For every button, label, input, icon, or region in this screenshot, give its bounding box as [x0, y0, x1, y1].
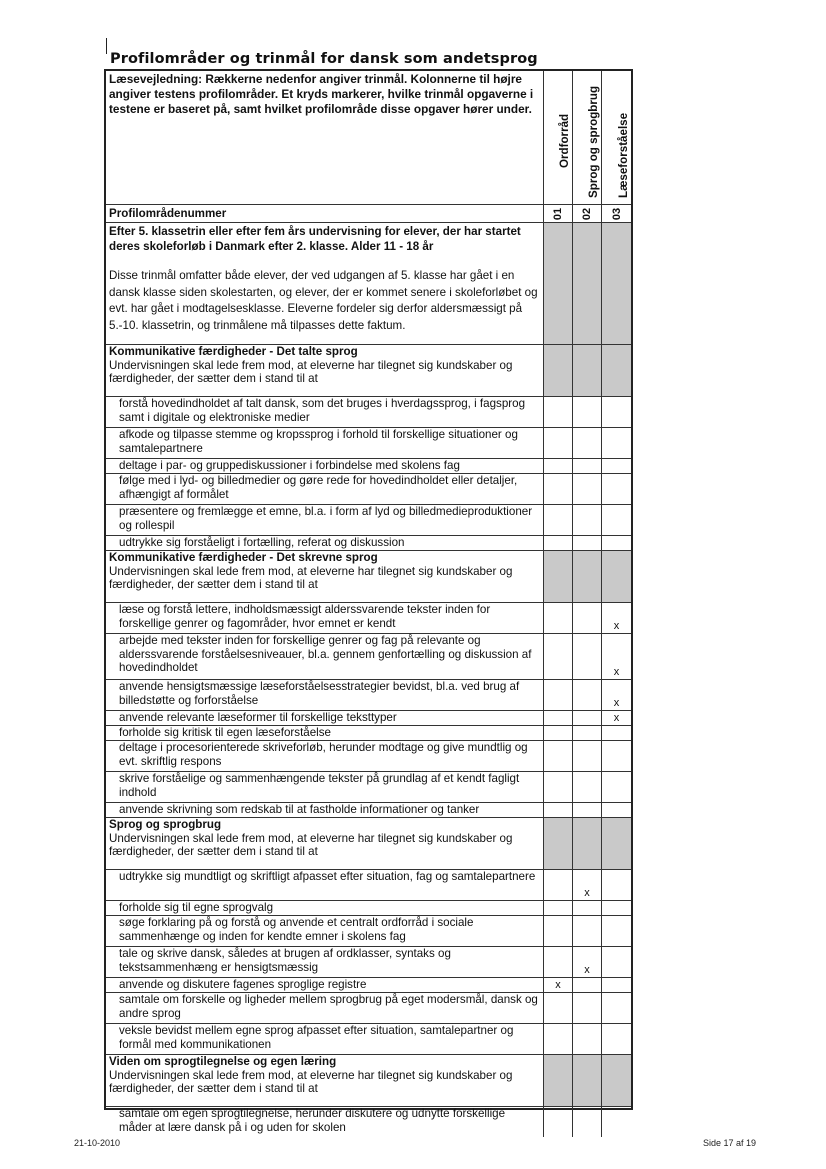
mark-cell — [601, 741, 631, 771]
profile-number-row — [106, 204, 631, 222]
mark-cell — [601, 726, 631, 740]
footer-page-number: Side 17 af 19 — [703, 1138, 757, 1148]
intro-row — [106, 71, 631, 204]
shaded-cell — [601, 818, 631, 869]
mark-cell — [601, 680, 631, 710]
section-title: Kommunikative færdigheder - Det skrevne sprog — [109, 551, 378, 564]
goal-row — [106, 679, 631, 710]
mark-cell — [572, 603, 601, 633]
grade-header — [106, 223, 543, 344]
goal-row — [106, 1023, 631, 1054]
mark-cell — [543, 634, 572, 679]
goal-text: anvende skrivning som redskab til at fastholde informationer og tanker — [119, 803, 480, 816]
mark-cell — [543, 772, 572, 802]
section-header-row — [106, 817, 631, 869]
grade-header-title: Efter 5. klassetrin eller efter fem års undervisning for elever, der har startet deres skoleforløb i Danmark efter 2. klasse. Alder 11 - 18 år — [109, 225, 521, 253]
mark-cell — [572, 711, 601, 725]
mark-cell — [572, 634, 601, 679]
mark-cell — [543, 947, 572, 977]
shaded-cell — [543, 1055, 572, 1106]
section-header-row — [106, 1054, 631, 1106]
mark-cell — [543, 978, 572, 992]
column-id: 03 — [610, 207, 623, 220]
mark-cell — [572, 680, 601, 710]
mark-cell — [543, 711, 572, 725]
goal-row — [106, 946, 631, 977]
mark-cell — [601, 901, 631, 915]
mark-cell — [543, 993, 572, 1023]
section-header — [106, 551, 543, 602]
goal-text: deltage i par- og gruppediskussioner i forbindelse med skolens fag — [119, 459, 460, 472]
mark-cell — [572, 901, 601, 915]
mark-cell — [601, 1107, 631, 1137]
mark-cell — [572, 916, 601, 946]
mark-cell — [543, 803, 572, 817]
goal-text: søge forklaring på og forstå og anvende et centralt ordforråd i sociale sammenhænge og inden for kendte emner i skolens fag — [119, 916, 474, 943]
shaded-cell — [543, 818, 572, 869]
column-header-1 — [543, 71, 572, 204]
goal-text: skrive forståelige og sammenhængende tekster på grundlag af et kendt fagligt indhold — [119, 772, 520, 799]
mark-cell — [601, 978, 631, 992]
check-mark: x — [584, 964, 590, 976]
column-id-cell — [601, 205, 631, 222]
mark-cell — [543, 741, 572, 771]
mark-cell — [572, 1024, 601, 1054]
mark-cell — [543, 680, 572, 710]
goal-text: anvende hensigtsmæssige læseforståelsesstrategier bevidst, bl.a. ved brug af billedstøtte og forforståelse — [119, 680, 520, 707]
shaded-cell — [572, 818, 601, 869]
mark-cell — [572, 772, 601, 802]
goal-row — [106, 992, 631, 1023]
page-title: Profilområder og trinmål for dansk som andetsprog — [110, 51, 538, 67]
goal-row — [106, 504, 631, 535]
mark-cell — [543, 916, 572, 946]
goal-row — [106, 602, 631, 633]
goal-row — [106, 710, 631, 725]
mark-cell — [601, 397, 631, 427]
margin-line — [106, 38, 107, 54]
mark-cell — [572, 726, 601, 740]
section-intro: Undervisningen skal lede frem mod, at eleverne har tilegnet sig kundskaber og færdigheder, der sætter dem i stand til at — [109, 564, 513, 592]
check-mark: x — [555, 979, 561, 991]
shaded-cell — [572, 345, 601, 396]
shaded-cell — [572, 551, 601, 602]
goal-text: læse og forstå lettere, indholdsmæssigt alderssvarende tekster inden for forskellige genrer og fagområder, hvor emnet er kendt — [119, 603, 491, 630]
section-header — [106, 818, 543, 869]
goal-text: præsentere og fremlægge et emne, bl.a. i form af lyd og billedmedieproduktioner og rollespil — [119, 505, 533, 532]
mark-cell — [601, 711, 631, 725]
goal-text: anvende relevante læseformer til forskellige teksttyper — [119, 711, 397, 724]
mark-cell — [601, 603, 631, 633]
mark-cell — [543, 726, 572, 740]
shaded-cell — [601, 551, 631, 602]
goal-row — [106, 458, 631, 473]
section-title: Viden om sprogtilegnelse og egen læring — [109, 1055, 337, 1068]
shaded-cell — [543, 223, 572, 344]
mark-cell — [543, 474, 572, 504]
goal-text: følge med i lyd- og billedmedier og gøre rede for hovedindholdet eller detaljer, afhængigt af formålet — [119, 474, 518, 501]
goal-text: anvende og diskutere fagenes sproglige registre — [119, 978, 367, 991]
mark-cell — [572, 505, 601, 535]
goal-text: forholde sig til egne sprogvalg — [119, 901, 274, 914]
mark-cell — [601, 536, 631, 550]
goal-row — [106, 802, 631, 817]
section-title: Sprog og sprogbrug — [109, 818, 222, 831]
goal-text: samtale om forskelle og ligheder mellem sprogbrug på eget modersmål, dansk og andre sprog — [119, 993, 538, 1020]
goal-row — [106, 633, 631, 679]
section-header — [106, 1055, 543, 1106]
mark-cell — [601, 474, 631, 504]
goal-text: deltage i procesorienterede skriveforløb, herunder modtage og give mundtlig og evt. skriftlig respons — [119, 741, 528, 768]
footer-date: 21-10-2010 — [74, 1138, 121, 1148]
column-id: 01 — [552, 207, 564, 220]
goal-row — [106, 427, 631, 458]
mark-cell — [601, 947, 631, 977]
goal-text: udtrykke sig forståeligt i fortælling, referat og diskussion — [119, 536, 405, 549]
goal-row — [106, 473, 631, 504]
column-header-label: Sprog og sprogbrug — [587, 85, 600, 198]
section-title: Kommunikative færdigheder - Det talte sprog — [109, 345, 358, 358]
goal-row — [106, 725, 631, 740]
column-id: 02 — [581, 207, 593, 220]
shaded-cell — [601, 1055, 631, 1106]
goal-text: udtrykke sig mundtligt og skriftligt afpasset efter situation, fag og samtalepartnere — [119, 870, 536, 883]
goal-row — [106, 977, 631, 992]
goal-row — [106, 771, 631, 802]
shaded-cell — [572, 1055, 601, 1106]
check-mark: x — [613, 712, 620, 724]
mark-cell — [601, 459, 631, 473]
section-header-row — [106, 344, 631, 396]
mark-cell — [543, 603, 572, 633]
goal-row — [106, 535, 631, 550]
mark-cell — [572, 993, 601, 1023]
column-header-label: Ordforråd — [558, 113, 571, 168]
grade-header-body: Disse trinmål omfatter både elever, der ved udgangen af 5. klasse har gået i en dansk klasse siden skolestarten, og elever, der er kommet senere i skoleforløbet og evt. har gået i modtagelsesklasse. Eleverne fordeler sig derfor aldersmæssigt på 5.-10. klassetrin, og trinmålene må tilpasses dette faktum. — [109, 269, 538, 332]
mark-cell — [572, 536, 601, 550]
goal-text: veksle bevidst mellem egne sprog afpasset efter situation, samtalepartner og formål med kommunikationen — [119, 1024, 514, 1051]
mark-cell — [543, 901, 572, 915]
goal-row — [106, 1106, 631, 1137]
section-header-row — [106, 550, 631, 602]
profile-number-label: Profilområdenummer — [109, 207, 227, 220]
section-intro: Undervisningen skal lede frem mod, at eleverne har tilegnet sig kundskaber og færdigheder, der sætter dem i stand til at — [109, 1068, 513, 1096]
goal-text: tale og skrive dansk, således at brugen af ordklasser, syntaks og tekstsammenhæng er hensigtsmæssig — [119, 947, 451, 974]
goal-text: forstå hovedindholdet af talt dansk, som det bruges i hverdagssprog, i fagsprog samt i digitale og elektroniske medier — [119, 397, 526, 424]
check-mark: x — [613, 697, 620, 709]
mark-cell — [572, 459, 601, 473]
goal-text: samtale om egen sprogtilegnelse, herunder diskutere og udnytte forskellige måder at lære dansk på i og uden for skolen — [119, 1107, 506, 1134]
check-mark: x — [613, 620, 620, 632]
mark-cell — [543, 459, 572, 473]
goal-text: arbejde med tekster inden for forskellige genrer og fag på relevante og alderssvarende forståelsesniveauer, bl.a. gennem genfortælling og diskussion af hovedindholdet — [119, 634, 532, 675]
mark-cell — [543, 428, 572, 458]
mark-cell — [543, 1107, 572, 1137]
mark-cell — [601, 634, 631, 679]
column-id-cell — [543, 205, 572, 222]
section-intro: Undervisningen skal lede frem mod, at eleverne har tilegnet sig kundskaber og færdigheder, der sætter dem i stand til at — [109, 358, 513, 386]
mark-cell — [572, 474, 601, 504]
mark-cell — [601, 1024, 631, 1054]
column-header-label: Læseforståelse — [616, 112, 630, 198]
goal-row — [106, 396, 631, 427]
shaded-cell — [601, 345, 631, 396]
mark-cell — [601, 916, 631, 946]
mark-cell — [572, 978, 601, 992]
goal-row — [106, 740, 631, 771]
reading-guide: Læsevejledning: Rækkerne nedenfor angiver trinmål. Kolonnerne til højre angiver testens profilområder. Et kryds markerer, hvilke trinmål opgaverne i testene er baseret på, samt hvilket profilområde disse opgaver hører under. — [109, 72, 534, 116]
shaded-cell — [572, 223, 601, 344]
column-header-3 — [601, 71, 631, 204]
mark-cell — [572, 947, 601, 977]
goal-row — [106, 900, 631, 915]
mark-cell — [543, 1024, 572, 1054]
goal-text: afkode og tilpasse stemme og kropssprog i forhold til forskellige situationer og samtalepartnere — [119, 428, 518, 455]
shaded-cell — [543, 551, 572, 602]
column-header-2 — [572, 71, 601, 204]
check-mark: x — [613, 666, 620, 678]
section-header — [106, 345, 543, 396]
mark-cell — [601, 505, 631, 535]
mark-cell — [572, 741, 601, 771]
mark-cell — [543, 536, 572, 550]
mark-cell — [572, 803, 601, 817]
mark-cell — [543, 397, 572, 427]
shaded-cell — [601, 223, 631, 344]
mark-cell — [572, 397, 601, 427]
mark-cell — [572, 870, 601, 900]
goal-text: forholde sig kritisk til egen læseforståelse — [119, 726, 332, 739]
check-mark: x — [584, 887, 590, 899]
mark-cell — [572, 428, 601, 458]
grade-header-row — [106, 222, 631, 344]
column-id-cell — [572, 205, 601, 222]
mark-cell — [543, 870, 572, 900]
goal-row — [106, 915, 631, 946]
mark-cell — [572, 1107, 601, 1137]
mark-cell — [601, 803, 631, 817]
mark-cell — [601, 870, 631, 900]
section-intro: Undervisningen skal lede frem mod, at eleverne har tilegnet sig kundskaber og færdigheder, der sætter dem i stand til at — [109, 831, 513, 859]
mark-cell — [601, 993, 631, 1023]
shaded-cell — [543, 345, 572, 396]
profile-table — [104, 69, 633, 1134]
mark-cell — [601, 428, 631, 458]
mark-cell — [543, 505, 572, 535]
goal-row — [106, 869, 631, 900]
mark-cell — [601, 772, 631, 802]
